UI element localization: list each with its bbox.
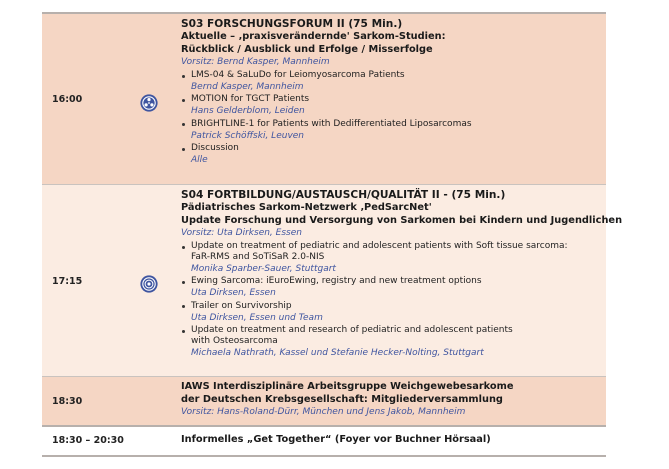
session-title: S03 FORSCHUNGSFORUM II (75 Min.) — [181, 18, 403, 30]
talk-item — [181, 119, 601, 142]
talk-title: Trailer on Survivorship — [191, 300, 292, 311]
session-time: 18:30 – 20:30 — [52, 435, 124, 446]
talk-title: Update on treatment and research of pediatric and adolescent patients — [191, 325, 513, 336]
session-chair: Vorsitz: Bernd Kasper, Mannheim — [181, 57, 330, 67]
target-icon — [140, 275, 158, 293]
session-chair: Vorsitz: Hans-Roland-Dürr, München und Jens Jakob, Mannheim — [181, 407, 466, 417]
session-subtitle: der Deutschen Krebsgesellschaft: Mitgliederversammlung — [181, 393, 503, 405]
talk-item — [181, 94, 601, 117]
tumor-board-icon — [140, 94, 158, 112]
talk-title: Update on treatment of pediatric and adolescent patients with Soft tissue sarcoma: — [191, 241, 568, 251]
talk-speaker: Bernd Kasper, Mannheim — [191, 82, 304, 92]
talk-speaker: Patrick Schöffski, Leuven — [191, 130, 305, 141]
session-subtitle: IAWS Interdisziplinäre Arbeitsgruppe Weichgewebesarkome — [181, 381, 514, 392]
session-content-s03 — [181, 18, 601, 168]
talk-speaker: Monika Sparber-Sauer, Stuttgart — [191, 264, 336, 274]
talk-speaker: Alle — [191, 155, 208, 166]
talk-speaker: Michaela Nathrath, Kassel und Stefanie Hecker-Nolting, Stuttgart — [191, 348, 484, 359]
talk-item — [181, 301, 601, 324]
divider — [42, 425, 606, 427]
session-time: 16:00 — [52, 94, 83, 105]
talk-title-cont: with Osteosarcoma — [191, 336, 278, 347]
session-title: S04 FORTBILDUNG/AUSTAUSCH/QUALITÄT II - (75 Min.) — [181, 189, 506, 201]
session-content-s04 — [181, 189, 623, 361]
talk-list — [181, 70, 601, 166]
talk-item — [181, 70, 601, 93]
talk-item — [181, 241, 601, 275]
talk-title: MOTION for TGCT Patients — [191, 94, 310, 105]
talk-title-cont: FaR-RMS and SoTiSaR 2.0-NIS — [191, 252, 325, 262]
talk-title: Ewing Sarcoma: iEuroEwing, registry and new treatment options — [191, 276, 482, 287]
talk-title: LMS-04 & SaLuDo for Leiomyosarcoma Patients — [191, 70, 405, 80]
talk-item — [181, 143, 601, 166]
talk-list — [181, 241, 601, 359]
session-time: 18:30 — [52, 396, 83, 407]
session-content-iaws — [181, 381, 601, 418]
session-chair: Vorsitz: Uta Dirksen, Essen — [181, 228, 302, 238]
talk-speaker: Uta Dirksen, Essen — [191, 288, 276, 299]
divider — [42, 455, 606, 457]
session-content-get-together — [181, 434, 601, 447]
talk-item — [181, 276, 601, 299]
session-time: 17:15 — [52, 276, 83, 287]
session-subtitle: Informelles „Get Together“ (Foyer vor Buchner Hörsaal) — [181, 434, 491, 445]
session-subtitle: Pädiatrisches Sarkom-Netzwerk ‚PedSarcNet' — [181, 202, 432, 213]
talk-item — [181, 325, 601, 359]
session-subtitle: Update Forschung und Versorgung von Sarkomen bei Kindern und Jugendlichen — [181, 214, 623, 226]
talk-title: BRIGHTLINE-1 for Patients with Dedifferentiated Liposarcomas — [191, 118, 472, 129]
talk-speaker: Uta Dirksen, Essen und Team — [191, 312, 323, 323]
talk-speaker: Hans Gelderblom, Leiden — [191, 106, 305, 117]
session-subtitle: Rückblick / Ausblick und Erfolge / Misserfolge — [181, 43, 433, 55]
session-subtitle: Aktuelle – ‚praxisverändernde' Sarkom-Studien: — [181, 31, 446, 42]
talk-title: Discussion — [191, 143, 239, 154]
